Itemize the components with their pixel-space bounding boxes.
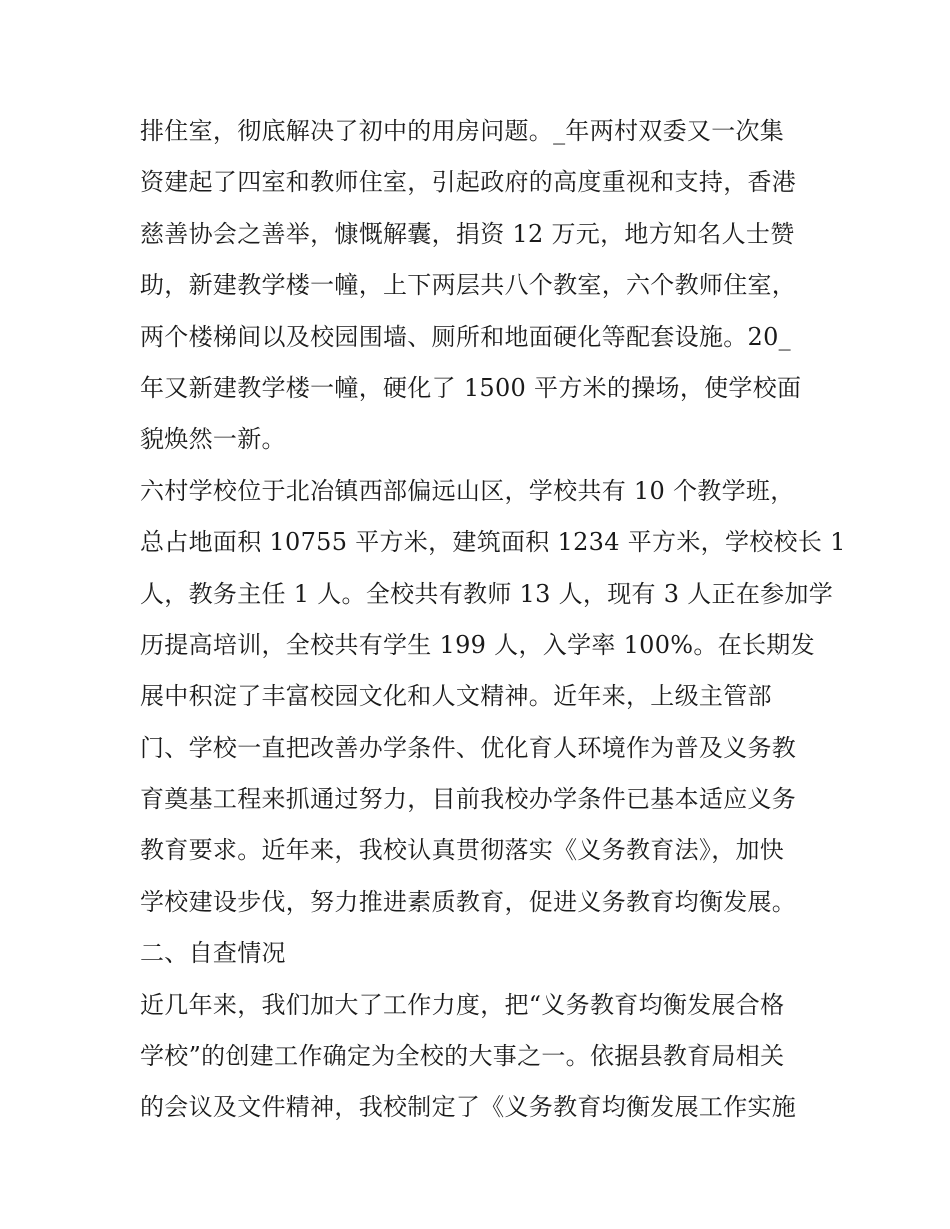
document-body — [140, 106, 846, 1134]
text-line: 展中积淀了丰富校园文化和人文精神。近年来，上级主管部 — [140, 682, 772, 711]
text-line: 的会议及文件精神，我校制定了《义务教育均衡发展工作实施 — [140, 1093, 797, 1122]
text-line: 慈善协会之善举，慷慨解囊，捐资 12 万元，地方知名人士赞 — [140, 219, 795, 248]
text-line: 年又新建教学楼一幢，硬化了 1500 平方米的操场，使学校面 — [140, 373, 802, 402]
text-line: 历提高培训，全校共有学生 199 人，入学率 100%。在长期发 — [140, 630, 815, 659]
text-line: 育奠基工程来抓通过努力，目前我校办学条件已基本适应义务 — [140, 785, 797, 814]
text-line: 总占地面积 10755 平方米，建筑面积 1234 平方米，学校校长 1 — [140, 528, 846, 557]
text-line: 门、学校一直把改善办学条件、优化育人环境作为普及义务教 — [140, 733, 797, 762]
text-line: 学校”的创建工作确定为全校的大事之一。依据县教育局相关 — [140, 1042, 785, 1071]
text-line: 六村学校位于北冶镇西部偏远山区，学校共有 10 个教学班， — [140, 476, 795, 505]
text-line: 资建起了四室和教师住室，引起政府的高度重视和支持，香港 — [140, 168, 797, 197]
section-heading: 二、自查情况 — [140, 939, 286, 968]
text-line: 近几年来，我们加大了工作力度，把“义务教育均衡发展合格 — [140, 990, 785, 1019]
text-line: 人，教务主任 1 人。全校共有教师 13 人，现有 3 人正在参加学 — [140, 579, 834, 608]
text-line: 两个楼梯间以及校园围墙、厕所和地面硬化等配套设施。20_ — [140, 322, 791, 351]
text-line: 排住室，彻底解决了初中的用房问题。_年两村双委又一次集 — [140, 117, 785, 145]
text-line: 助，新建教学楼一幢，上下两层共八个教室，六个教师住室， — [140, 271, 797, 300]
text-line: 学校建设步伐，努力推进素质教育，促进义务教育均衡发展。 — [140, 887, 797, 916]
text-line: 教育要求。近年来，我校认真贯彻落实《义务教育法》，加快 — [140, 836, 785, 865]
text-line: 貌焕然一新。 — [140, 425, 286, 454]
